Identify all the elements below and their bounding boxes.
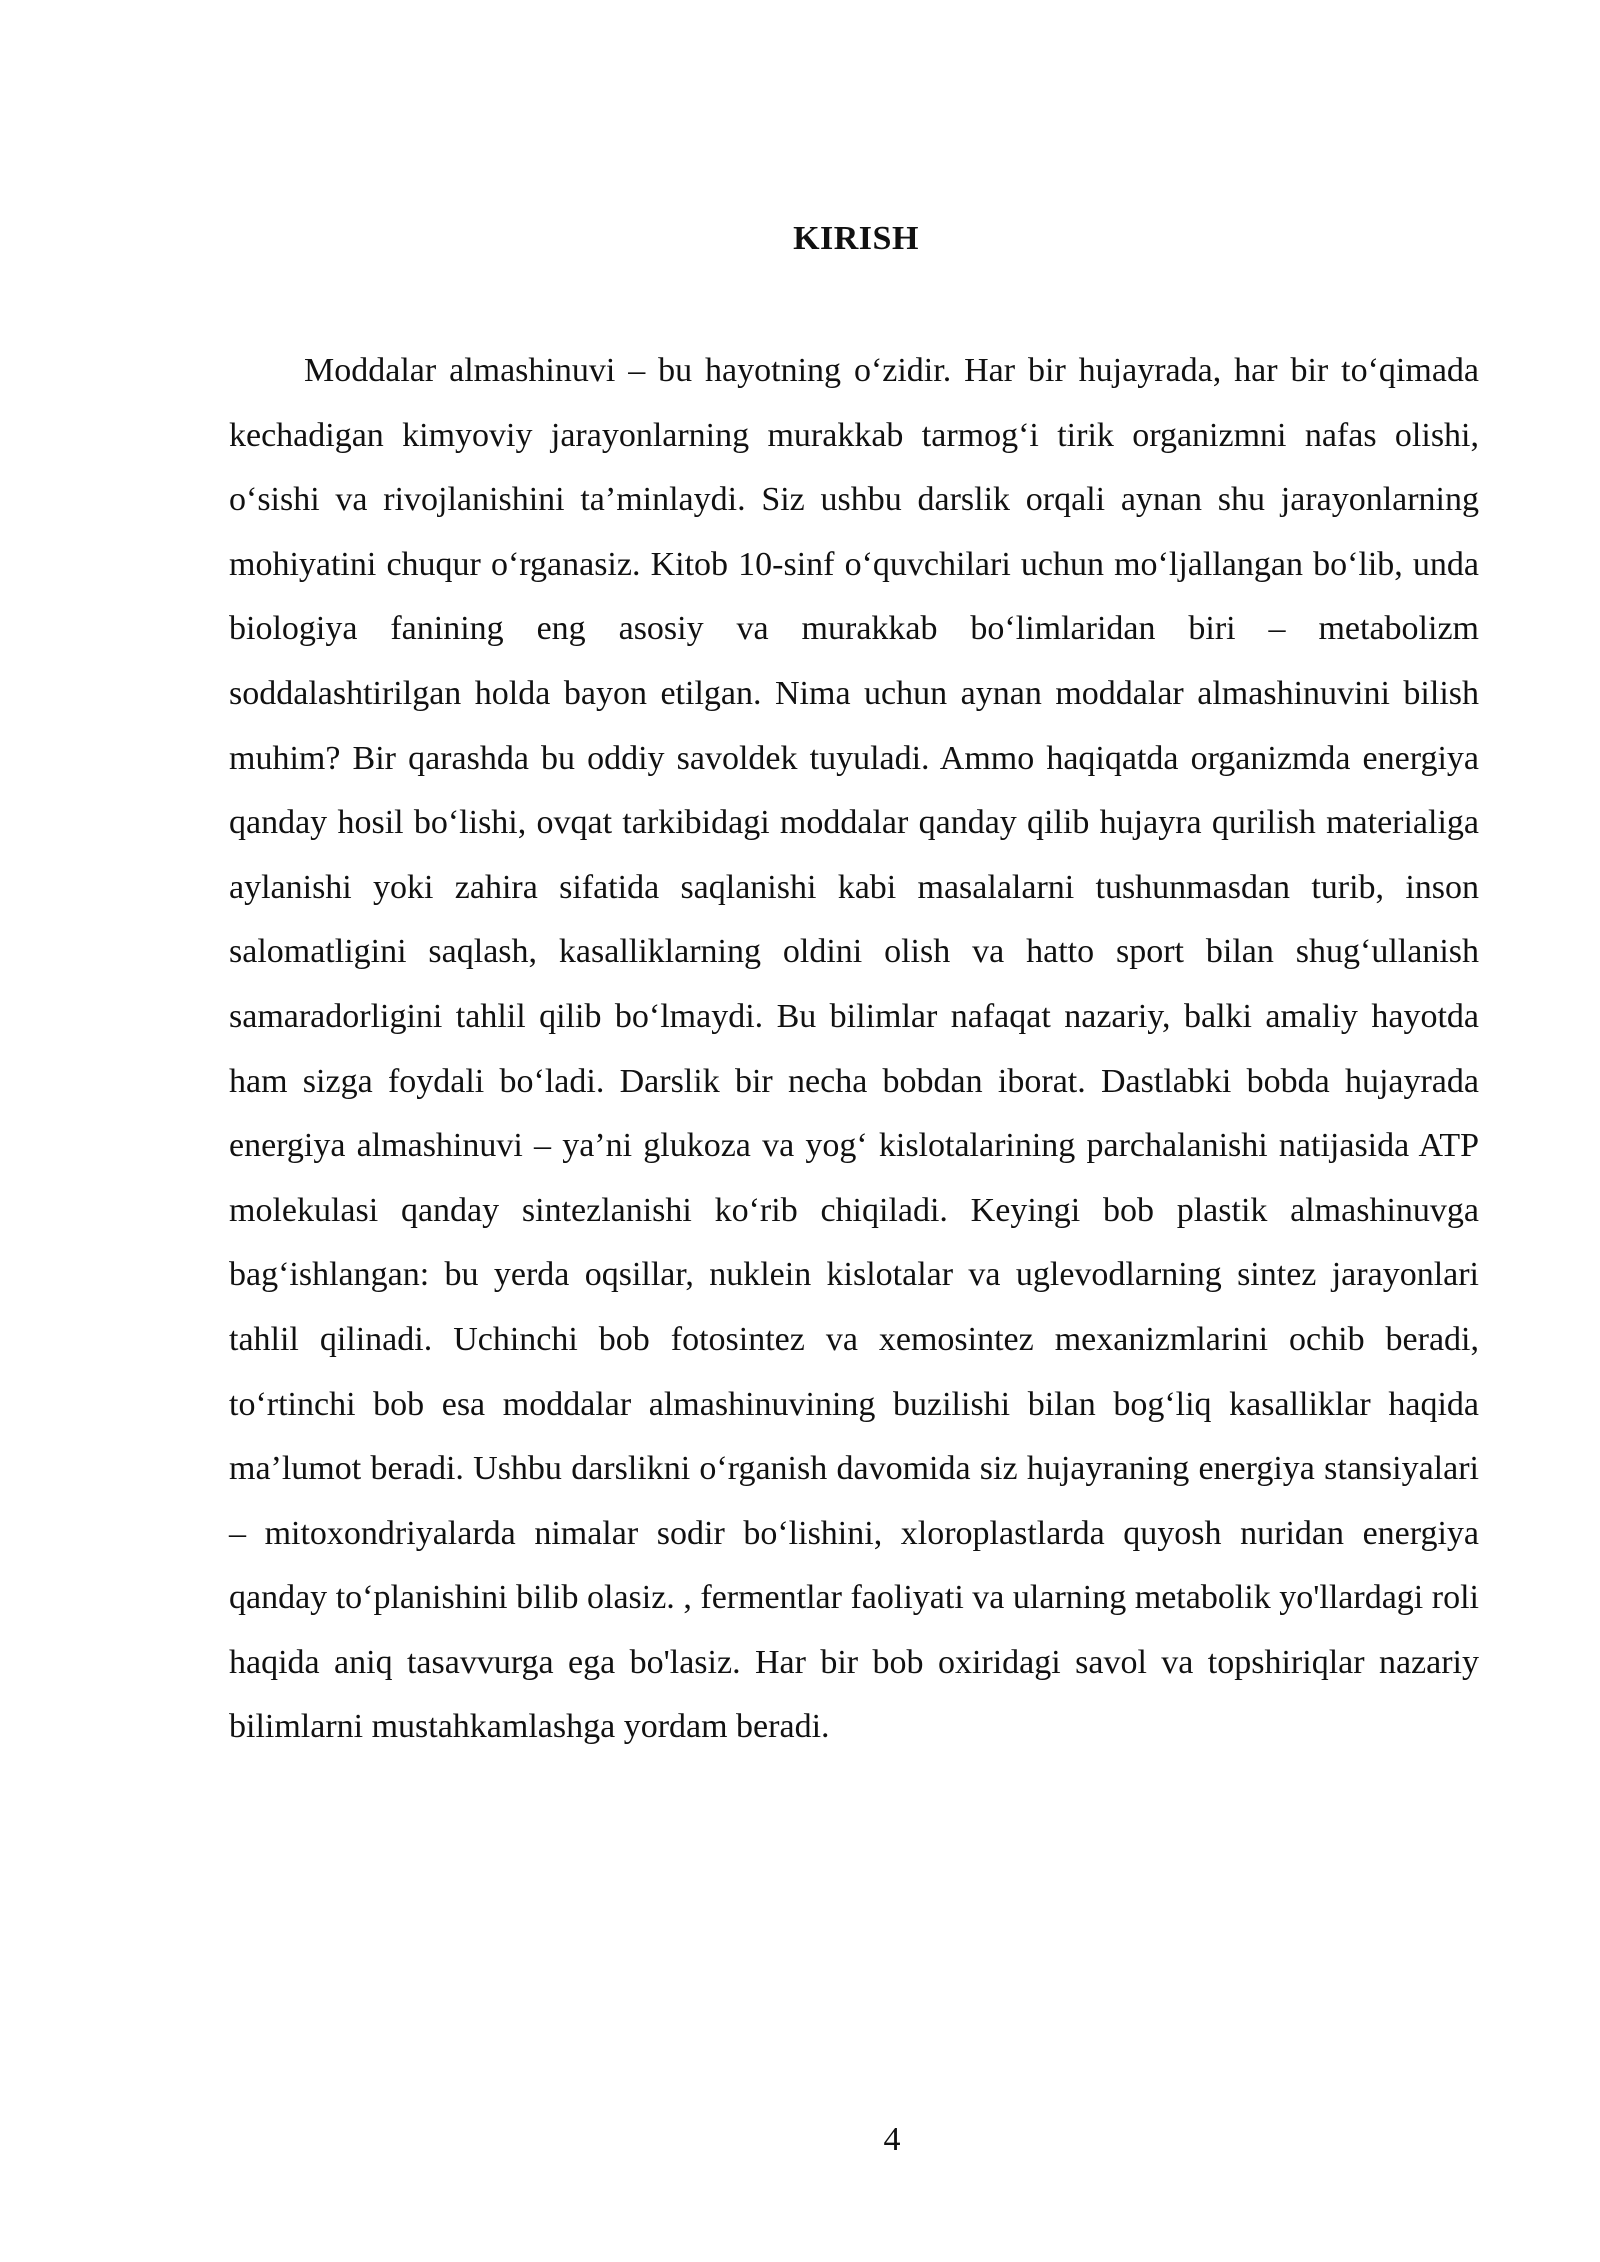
page-heading: KIRISH: [793, 220, 919, 257]
body-paragraph: Moddalar almashinuvi – bu hayotning o‘zidir. Har bir hujayrada, har bir to‘qimada kechadigan kimyoviy jarayonlarning murakkab tarmog‘i tirik organizmni nafas olishi, o‘sishi va rivojlanishini ta’minlaydi. Siz ushbu darslik orqali aynan shu jarayonlarning mohiyatini chuqur o‘rganasiz. Kitob 10-sinf o‘quvchilari uchun mo‘ljallangan bo‘lib, unda biologiya fanining eng asosiy va murakkab bo‘limlaridan biri – metabolizm soddalashtirilgan holda bayon etilgan. Nima uchun aynan moddalar almashinuvini bilish muhim? Bir qarashda bu oddiy savoldek tuyuladi. Ammo haqiqatda organizmda energiya qanday hosil bo‘lishi, ovqat tarkibidagi moddalar qanday qilib hujayra qurilish materialiga aylanishi yoki zahira sifatida saqlanishi kabi masalalarni tushunmasdan turib, inson salomatligini saqlash, kasalliklarning oldini olish va hatto sport bilan shug‘ullanish samaradorligini tahlil qilib bo‘lmaydi. Bu bilimlar nafaqat nazariy, balki amaliy hayotda ham sizga foydali bo‘ladi. Darslik bir necha bobdan iborat. Dastlabki bobda hujayrada energiya almashinuvi – ya’ni glukoza va yog‘ kislotalarining parchalanishi natijasida ATP molekulasi qanday sintezlanishi ko‘rib chiqiladi. Keyingi bob plastik almashinuvga bag‘ishlangan: bu yerda oqsillar, nuklein kislotalar va uglevodlarning sintez jarayonlari tahlil qilinadi. Uchinchi bob fotosintez va xemosintez mexanizmlarini ochib beradi, to‘rtinchi bob esa moddalar almashinuvining buzilishi bilan bog‘liq kasalliklar haqida ma’lumot beradi. Ushbu darslikni o‘rganish davomida siz hujayraning energiya stansiyalari – mitoxondriyalarda nimalar sodir bo‘lishini, xloroplastlarda quyosh nuridan energiya qanday to‘planishini bilib olasiz. , fermentlar faoliyati va ularning metabolik yo'llardagi roli haqida aniq tasavvurga ega bo'lasiz. Har bir bob oxiridagi savol va topshiriqlar nazariy bilimlarni mustahkamlashga yordam beradi.: [229, 352, 1479, 1746]
page-number: 4: [883, 2121, 901, 2158]
